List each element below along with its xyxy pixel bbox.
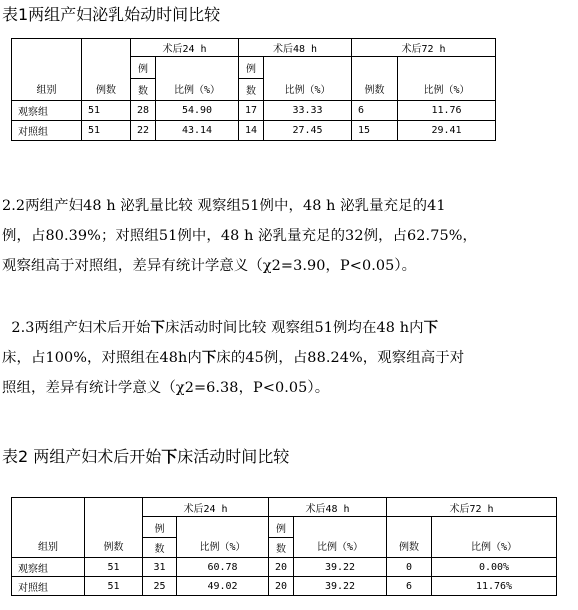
table2-ratio-label-24h: 比例（%） [177, 517, 269, 558]
table1-header-row-1 [12, 39, 496, 57]
text-run: 床，占100%，对照组在48h内 [2, 350, 202, 366]
table1-cell: 28 [131, 101, 156, 121]
table2-cell: 20 [269, 577, 294, 596]
highlight-word: 下 [201, 349, 217, 366]
table1-cell: 17 [239, 101, 264, 121]
table2-cell: 6 [387, 577, 432, 596]
table1-cases-label-24h-2: 数 [131, 79, 156, 101]
paragraph-line [2, 313, 578, 343]
table1-cell: 11.76 [398, 101, 496, 121]
table1-ratio-label-72h: 比例（%） [398, 57, 496, 101]
table1-header-24h: 术后24 h [131, 39, 239, 57]
text-run: 床活动时间比较 观察组51例均在48 h内 [164, 320, 424, 336]
highlight-word: 下 [423, 319, 439, 336]
table1-cell: 对照组 [12, 121, 82, 141]
paragraph-2-3 [2, 313, 578, 403]
table-row [12, 101, 496, 121]
paragraph-line: 照组，差异有统计学意义（χ2=6.38，P<0.05）。 [2, 380, 330, 396]
table2-cell: 51 [85, 558, 143, 577]
text-run: 床的45例，占88.24%，观察组高于对 [216, 350, 465, 366]
table2-ratio-label-48h: 比例（%） [294, 517, 387, 558]
table2-cases-label-48h: 例 [269, 517, 294, 538]
table1-cases-label-72h: 例数 [352, 57, 398, 101]
table2-caption [2, 447, 289, 467]
table2-cell: 39.22 [294, 558, 387, 577]
table1-cell: 14 [239, 121, 264, 141]
table2-header-72h: 术后72 h [387, 498, 557, 517]
table1 [11, 38, 496, 141]
table1-ratio-label-48h: 比例（%） [264, 57, 352, 101]
highlight-word: 下 [150, 319, 165, 336]
table1-cell: 33.33 [264, 101, 352, 121]
table2-cell: 11.76% [432, 577, 557, 596]
table2 [11, 497, 557, 596]
table1-caption: 表1两组产妇泌乳始动时间比较 [2, 5, 221, 24]
table1-ratio-label-24h: 比例（%） [156, 57, 239, 101]
table1-cell: 观察组 [12, 101, 82, 121]
table1-cell: 29.41 [398, 121, 496, 141]
table2-cell: 25 [143, 577, 177, 596]
paragraph-line: 2.2两组产妇48 h 泌乳量比较 观察组51例中，48 h 泌乳量充足的41 [2, 198, 446, 214]
table1-cell: 51 [82, 101, 131, 121]
table2-cases-label-24h: 例 [143, 517, 177, 538]
paragraph-line [2, 343, 578, 373]
table2-header-row-1 [12, 498, 557, 517]
table1-header-48h: 术后48 h [239, 39, 352, 57]
table2-cell: 对照组 [12, 577, 85, 596]
table-row [12, 558, 557, 577]
table2-cell: 39.22 [294, 577, 387, 596]
table2-header-count: 例数 [85, 498, 143, 558]
table1-header-count: 例数 [82, 39, 131, 101]
table2-cases-label-48h-2: 数 [269, 538, 294, 558]
table2-cases-label-24h-2: 数 [143, 538, 177, 558]
table2-cell: 观察组 [12, 558, 85, 577]
table1-cell: 43.14 [156, 121, 239, 141]
table1-cell: 27.45 [264, 121, 352, 141]
text-run: 表2 两组产妇术后开始 [2, 447, 162, 466]
paragraph-2-2 [2, 191, 578, 281]
table2-cell: 0.00% [432, 558, 557, 577]
table2-cell: 31 [143, 558, 177, 577]
table2-header-48h: 术后48 h [269, 498, 387, 517]
paragraph-line: 观察组高于对照组，差异有统计学意义（χ2=3.90，P<0.05）。 [2, 258, 417, 274]
table1-cases-label-48h: 例 [239, 57, 264, 79]
table1-cell: 54.90 [156, 101, 239, 121]
table2-cell: 0 [387, 558, 432, 577]
table1-cell: 15 [352, 121, 398, 141]
text-run: 2.3两组产妇术后开始 [2, 320, 151, 336]
table2-cell: 60.78 [177, 558, 269, 577]
table-row [12, 121, 496, 141]
highlight-word: 下 [161, 447, 178, 466]
table1-header-group: 组别 [12, 39, 82, 101]
table1-cases-label-24h: 例 [131, 57, 156, 79]
table1-cases-label-48h-2: 数 [239, 79, 264, 101]
table2-header-24h: 术后24 h [143, 498, 269, 517]
table2-cases-label-72h: 例数 [387, 517, 432, 558]
table1-header-72h: 术后72 h [352, 39, 496, 57]
paragraph-line: 例，占80.39%；对照组51例中，48 h 泌乳量充足的32例，占62.75%， [2, 228, 478, 244]
table2-header-group: 组别 [12, 498, 85, 558]
table-row [12, 577, 557, 596]
table2-cell: 51 [85, 577, 143, 596]
table1-cell: 22 [131, 121, 156, 141]
table1-cell: 6 [352, 101, 398, 121]
table2-ratio-label-72h: 比例（%） [432, 517, 557, 558]
table1-cell: 51 [82, 121, 131, 141]
table2-cell: 20 [269, 558, 294, 577]
table2-cell: 49.02 [177, 577, 269, 596]
text-run: 床活动时间比较 [177, 447, 290, 466]
